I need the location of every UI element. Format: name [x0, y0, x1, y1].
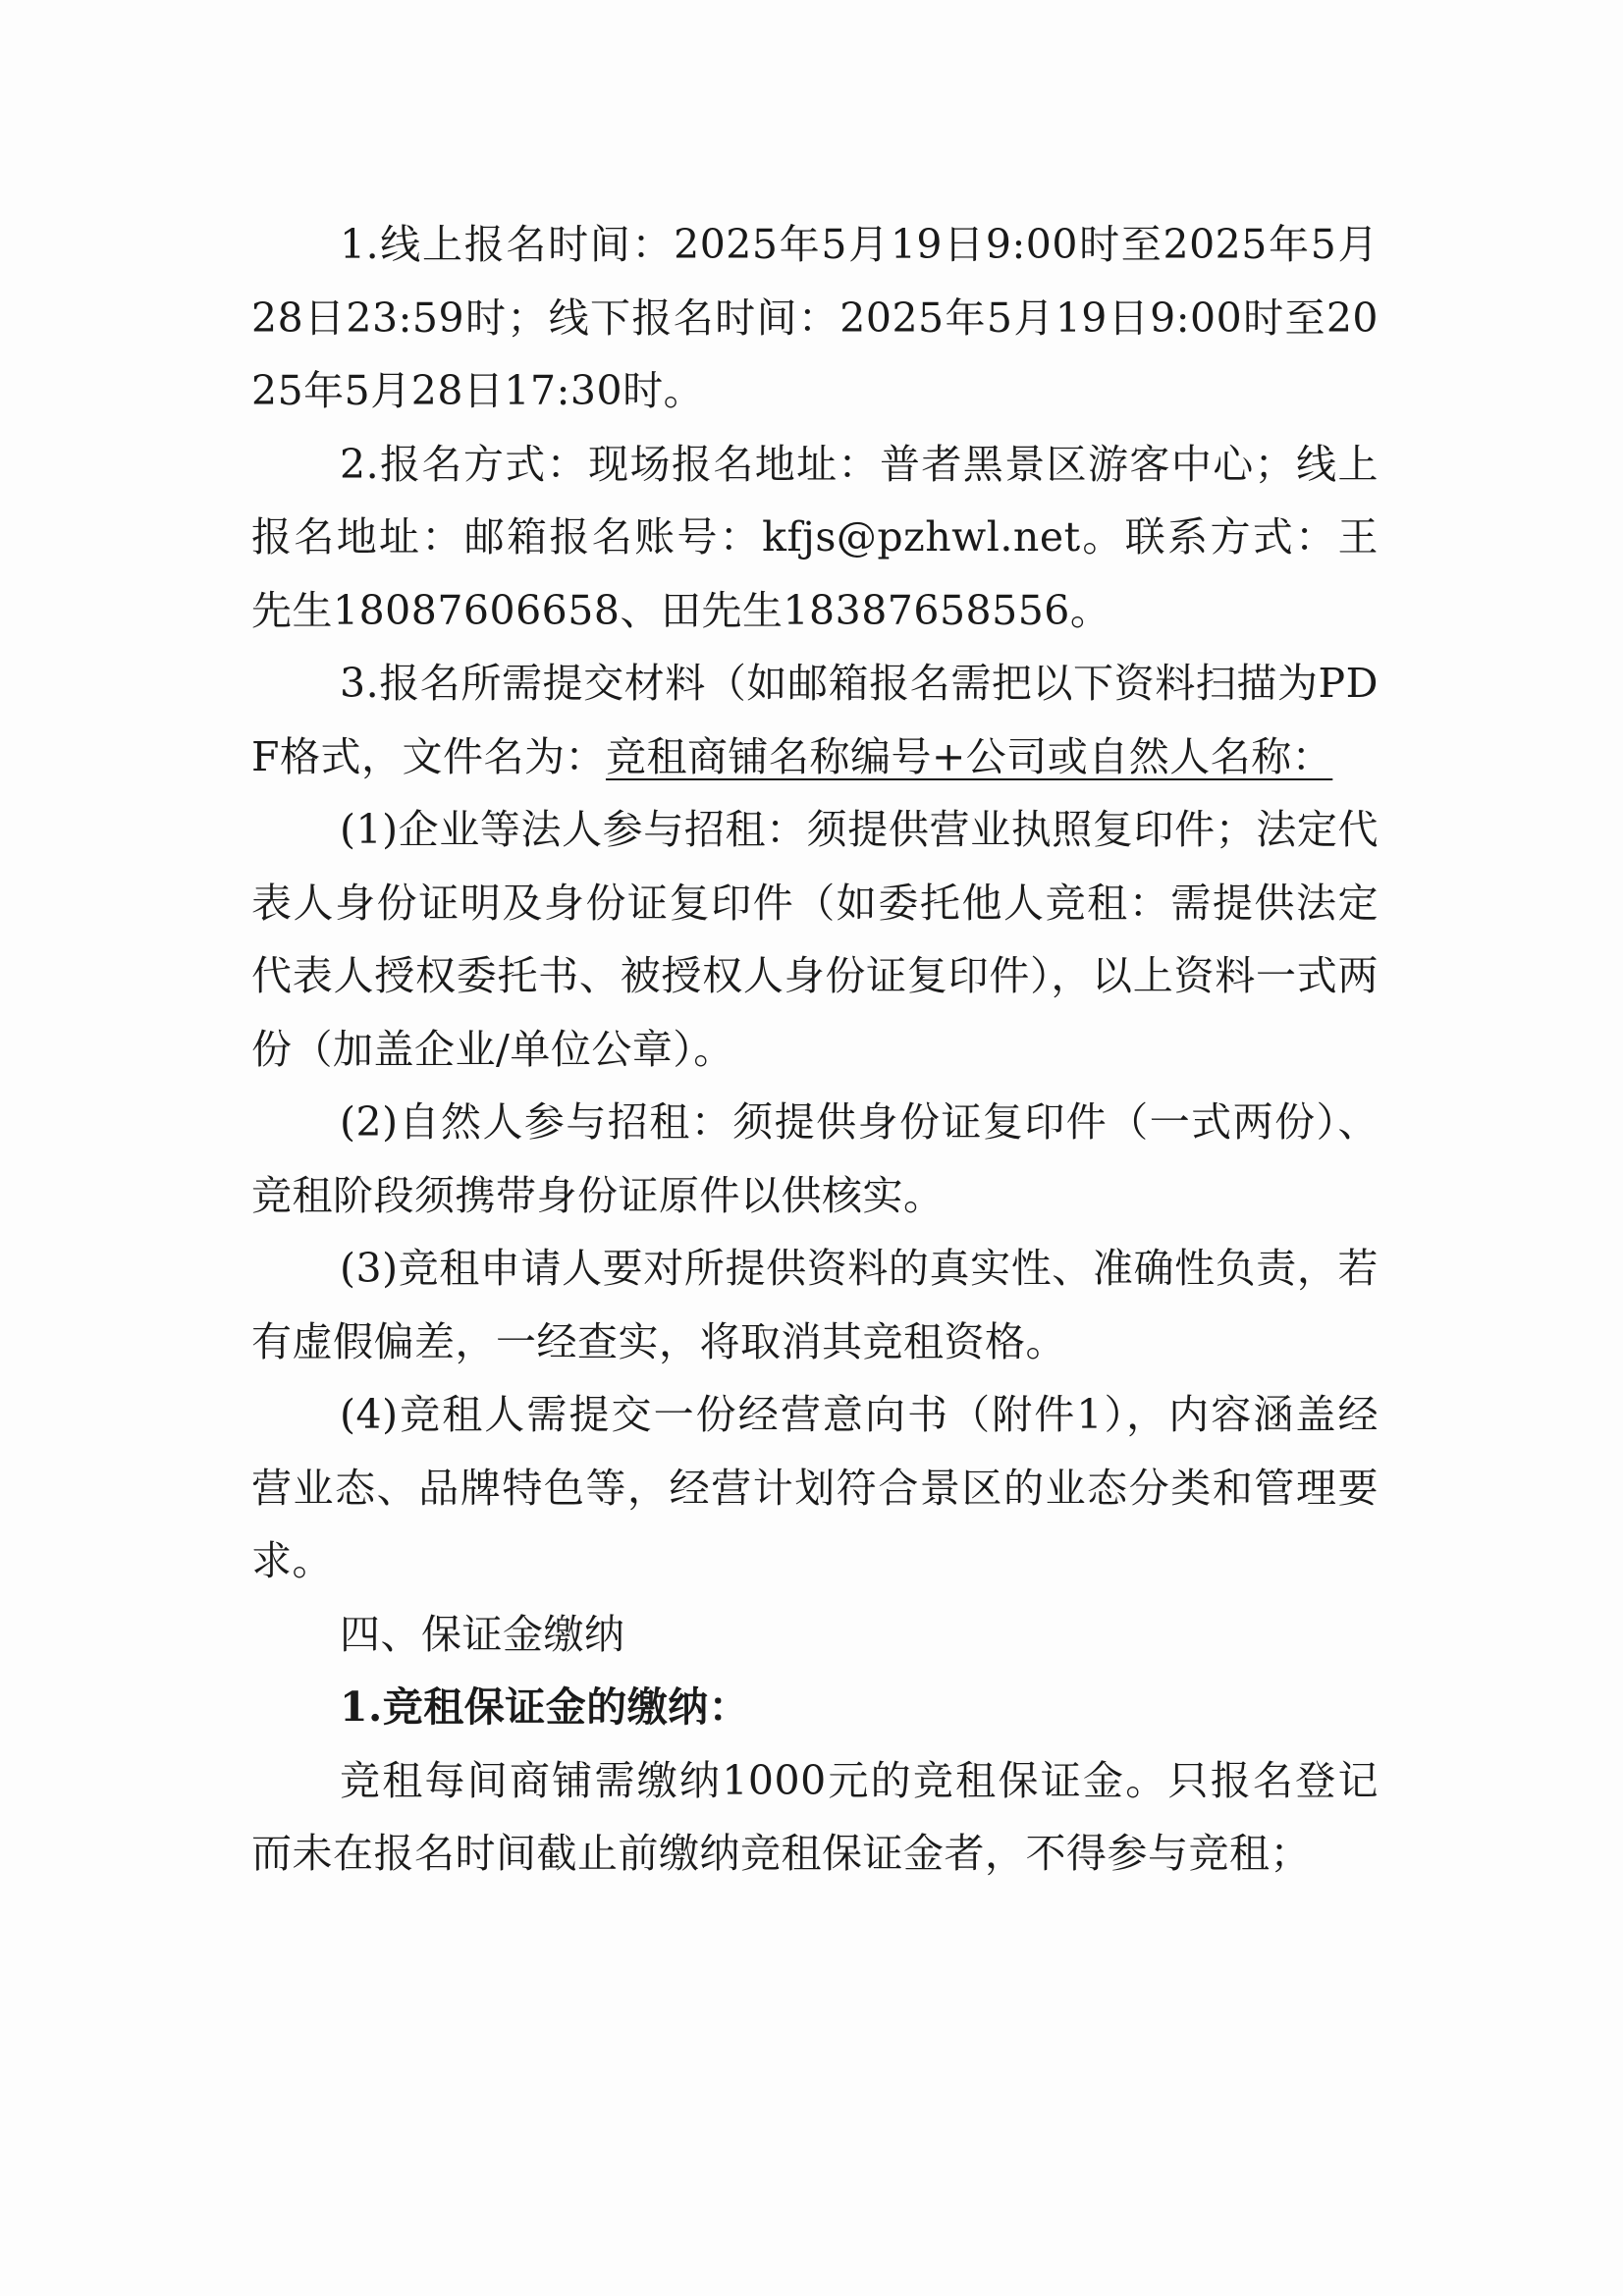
- document-body: [251, 208, 1379, 1891]
- file-naming-rule: 竞租商铺名称编号+公司或自然人名称：: [605, 732, 1333, 780]
- registration-time-paragraph: 1.线上报名时间：2025年5月19日9:00时至2025年5月28日23:59时；线下报名时间：2025年5月19日9:00时至2025年5月28日17:30时。: [251, 221, 1379, 414]
- business-intent-paragraph: (4)竞租人需提交一份经营意向书（附件1），内容涵盖经营业态、品牌特色等，经营计划符合景区的业态分类和管理要求。: [251, 1391, 1379, 1584]
- registration-method-paragraph: 2.报名方式：现场报名地址：普者黑景区游客中心；线上报名地址：邮箱报名账号：kfjs@pzhwl.net。联系方式：王先生18087606658、田先生18387658556。: [251, 440, 1379, 634]
- natural-person-requirements-paragraph: (2)自然人参与招租：须提供身份证复印件（一式两份）、竞租阶段须携带身份证原件以供核实。: [251, 1098, 1379, 1219]
- section-heading: 四、保证金缴纳: [340, 1610, 625, 1658]
- required-materials-paragraph: [251, 647, 1379, 793]
- sub-heading: 1.竞租保证金的缴纳：: [340, 1683, 750, 1731]
- legal-entity-requirements-paragraph: (1)企业等法人参与招租：须提供营业执照复印件；法定代表人身份证明及身份证复印件（如委托他人竞租：需提供法定代表人授权委托书、被授权人身份证复印件），以上资料一式两份（加盖企业/单位公章）。: [251, 806, 1379, 1073]
- authenticity-responsibility-paragraph: (3)竞租申请人要对所提供资料的真实性、准确性负责，若有虚假偏差，一经查实，将取消其竞租资格。: [251, 1245, 1379, 1365]
- deposit-paragraph: 竞租每间商铺需缴纳1000元的竞租保证金。只报名登记而未在报名时间截止前缴纳竞租保证金者，不得参与竞租；: [251, 1756, 1379, 1877]
- required-materials-text: 3.报名所需提交材料（如邮箱报名需把以下资料扫描为PDF格式，文件名为：: [251, 660, 1379, 780]
